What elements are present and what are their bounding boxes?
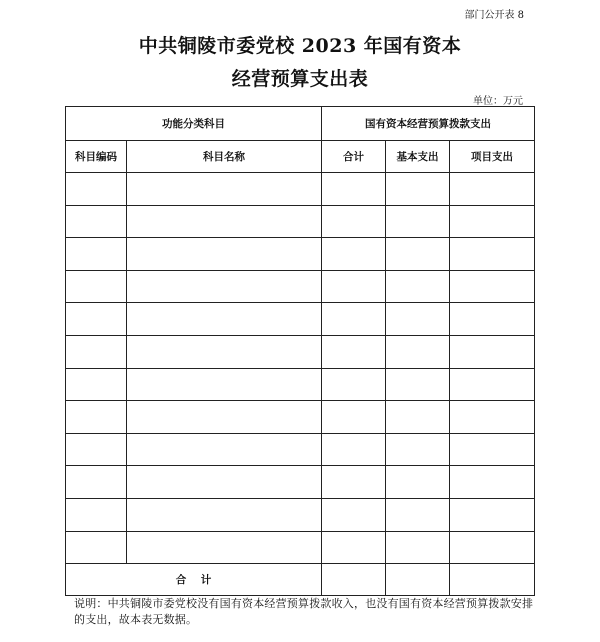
table-cell <box>322 531 386 564</box>
total-value <box>322 564 386 596</box>
table-cell <box>450 270 535 303</box>
table-cell <box>386 173 450 206</box>
table-row <box>66 173 535 206</box>
table-cell <box>450 368 535 401</box>
expenditure-header: 国有资本经营预算拨款支出 <box>322 107 535 141</box>
table-cell <box>127 205 322 238</box>
table-row <box>66 205 535 238</box>
table-cell <box>127 401 322 434</box>
table-cell <box>127 270 322 303</box>
table-cell <box>450 173 535 206</box>
table-cell <box>322 270 386 303</box>
table-cell <box>66 205 127 238</box>
table-row <box>66 433 535 466</box>
table-cell <box>127 173 322 206</box>
table-cell <box>450 303 535 336</box>
table-row <box>66 466 535 499</box>
table-cell <box>127 303 322 336</box>
table-row <box>66 335 535 368</box>
table-cell <box>66 270 127 303</box>
column-header-project: 项目支出 <box>450 141 535 173</box>
column-header-name: 科目名称 <box>127 141 322 173</box>
table-row <box>66 401 535 434</box>
total-row <box>66 564 535 596</box>
table-cell <box>386 238 450 271</box>
unit-label: 单位：万元 <box>473 96 523 107</box>
table-cell <box>386 466 450 499</box>
table-cell <box>322 335 386 368</box>
table-row <box>66 368 535 401</box>
table-cell <box>66 368 127 401</box>
table-cell <box>386 433 450 466</box>
table-cell <box>386 303 450 336</box>
explanation-note: 说明：中共铜陵市委党校没有国有资本经营预算拨款收入，也没有国有资本经营预算拨款安排的支出，故本表无数据。 <box>74 597 534 626</box>
table-cell <box>450 401 535 434</box>
table-cell <box>450 205 535 238</box>
table-cell <box>322 303 386 336</box>
table-cell <box>127 433 322 466</box>
table-cell <box>450 531 535 564</box>
table-cell <box>127 466 322 499</box>
page-title-line-1: 中共铜陵市委党校 2023 年国有资本 <box>138 35 462 57</box>
table-cell <box>386 270 450 303</box>
table-row <box>66 303 535 336</box>
table-cell <box>66 531 127 564</box>
column-header-total: 合计 <box>322 141 386 173</box>
column-header-code: 科目编码 <box>66 141 127 173</box>
table-cell <box>322 238 386 271</box>
table-cell <box>66 173 127 206</box>
table-cell <box>127 531 322 564</box>
column-header-basic: 基本支出 <box>386 141 450 173</box>
table-cell <box>66 303 127 336</box>
table-cell <box>450 238 535 271</box>
table-row <box>66 270 535 303</box>
table-row <box>66 238 535 271</box>
table-cell <box>450 498 535 531</box>
table-cell <box>450 335 535 368</box>
table-cell <box>322 205 386 238</box>
table-row <box>66 498 535 531</box>
table-cell <box>386 531 450 564</box>
table-cell <box>322 368 386 401</box>
table-cell <box>66 401 127 434</box>
table-cell <box>386 401 450 434</box>
table-cell <box>450 466 535 499</box>
total-value <box>386 564 450 596</box>
table-cell <box>386 368 450 401</box>
table-row <box>66 531 535 564</box>
total-label: 合 计 <box>66 564 322 596</box>
table-cell <box>322 498 386 531</box>
table-cell <box>322 401 386 434</box>
page-title-line-2: 经营预算支出表 <box>231 68 369 90</box>
table-cell <box>322 433 386 466</box>
table-cell <box>127 335 322 368</box>
table-cell <box>322 466 386 499</box>
page-corner-label: 部门公开表 8 <box>464 10 524 21</box>
table-cell <box>127 498 322 531</box>
table-cell <box>127 368 322 401</box>
table-cell <box>66 433 127 466</box>
table-cell <box>66 498 127 531</box>
total-value <box>450 564 535 596</box>
table-cell <box>66 238 127 271</box>
functional-classification-header: 功能分类科目 <box>66 107 322 141</box>
table-cell <box>127 238 322 271</box>
table-cell <box>386 205 450 238</box>
table-cell <box>322 173 386 206</box>
budget-table <box>65 106 535 596</box>
table-cell <box>450 433 535 466</box>
table-cell <box>66 335 127 368</box>
table-cell <box>386 335 450 368</box>
table-cell <box>386 498 450 531</box>
table-cell <box>66 466 127 499</box>
